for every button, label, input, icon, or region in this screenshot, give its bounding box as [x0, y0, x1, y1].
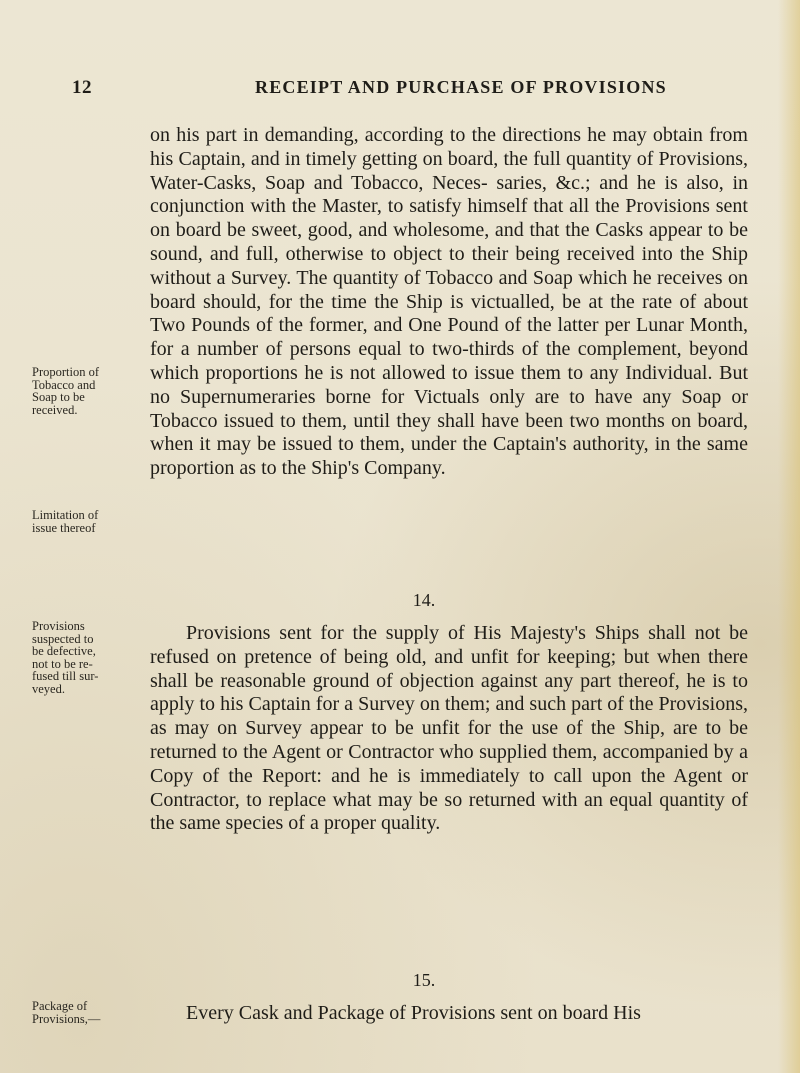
paragraph-2: Provisions sent for the supply of His Majesty's Ships shall not be refused on pretence of being old, and unfit for keeping; but when there shall be reasonable ground of objection against any part thereof, he is to apply to his Captain for a Survey on them; and such part of the Provisions, as may on Survey appear to be unfit for the use of the Ship, are to be returned to the Agent or Contractor who supplied them, accompanied by a Copy of the Report: and he is immediately to call upon the Agent or Contractor, to replace what may be so returned with an equal quantity of the same species of a proper quality.: [150, 622, 748, 835]
sidenote-provisions: [32, 620, 142, 695]
section-number-15: 15.: [412, 970, 436, 990]
sidenote-line: received.: [32, 402, 78, 417]
sidenote-line: veyed.: [32, 681, 65, 696]
sidenote-limitation: [32, 509, 142, 534]
page-edge-stain: [778, 0, 800, 1073]
page-number: 12: [72, 77, 92, 98]
section-number-14: 14.: [412, 590, 436, 610]
sidenote-line: Provisions,—: [32, 1011, 101, 1026]
sidenote-line: Limitation of: [32, 508, 99, 522]
sidenote-line: Soap to be: [32, 390, 85, 404]
sidenote-line: suspected to: [32, 631, 94, 646]
sidenote-line: Provisions: [32, 619, 85, 633]
sidenote-line: fused till sur-: [32, 669, 99, 683]
sidenote-line: be defective,: [32, 644, 96, 658]
sidenote-proportion: [32, 366, 142, 416]
paragraph-3: Every Cask and Package of Provisions sent on board His: [186, 1002, 641, 1024]
sidenote-line: not to be re-: [32, 656, 93, 671]
sidenote-line: Proportion of: [32, 365, 100, 379]
sidenote-line: Package of: [32, 999, 88, 1013]
paragraph-1: on his part in demanding, according to the directions he may obtain from his Captain, and in timely getting on board, the full quantity of Provisions, Water-Casks, Soap and Tobacco, Neces- saries, &c.; and he is also, in conjunction with the Master, to satisfy himself that all the Provisions sent on board be sweet, good, and wholesome, and that the Casks appear to be sound, and full, otherwise to object to their being received into the Ship without a Survey. The quantity of Tobacco and Soap which he receives on board should, for the time the Ship is victualled, be at the rate of about Two Pounds of the former, and One Pound of the latter per Lunar Month, for a number of persons equal to two-thirds of the complement, beyond which proportions he is not allowed to issue them to any Individual. But no Supernumeraries borne for Victuals only are to have any Soap or Tobacco issued to them, until they shall have been two months on board, when it may be issued to them, under the Captain's authority, in the same proportion as to the Ship's Company.: [150, 124, 748, 480]
running-head: RECEIPT AND PURCHASE OF PROVISIONS: [255, 77, 667, 97]
sidenote-line: Tobacco and: [32, 377, 96, 392]
sidenote-line: issue thereof: [32, 520, 96, 535]
sidenote-package: [32, 1000, 142, 1025]
